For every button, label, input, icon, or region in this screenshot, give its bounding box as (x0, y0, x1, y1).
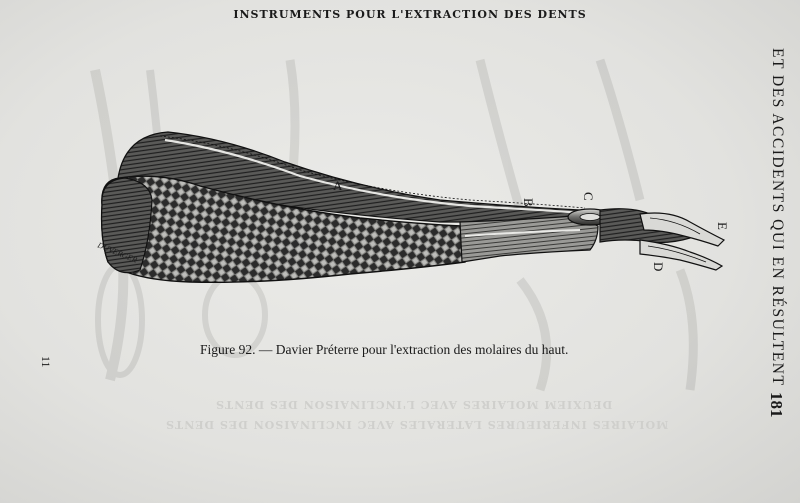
bleed-through-text: MOLAIRES INFERIEURES LATERALES AVEC INCLINAISON DES DENTS (165, 418, 669, 431)
figure-label-c: C (581, 192, 596, 201)
figure-label-a: A (333, 178, 343, 193)
engraver-signature: DUVERGER (96, 240, 139, 265)
figure-caption: Figure 92. — Davier Préterre pour l'extraction des molaires du haut. (200, 342, 569, 357)
facing-page-number: 11 (39, 356, 53, 368)
side-running-title: ET DES ACCIDENTS QUI EN RÉSULTENT (769, 48, 786, 387)
bleed-through-text: DEUXIEM MOLAIRES AVEC L'INCLINAISON DES DENTS (215, 398, 613, 411)
figure-label-e: E (715, 222, 730, 230)
figure-label-b: B (521, 198, 536, 207)
figure-label-d: D (651, 262, 666, 272)
running-header: INSTRUMENTS POUR L'EXTRACTION DES DENTS (233, 8, 587, 21)
page-number: 181 (767, 392, 786, 418)
